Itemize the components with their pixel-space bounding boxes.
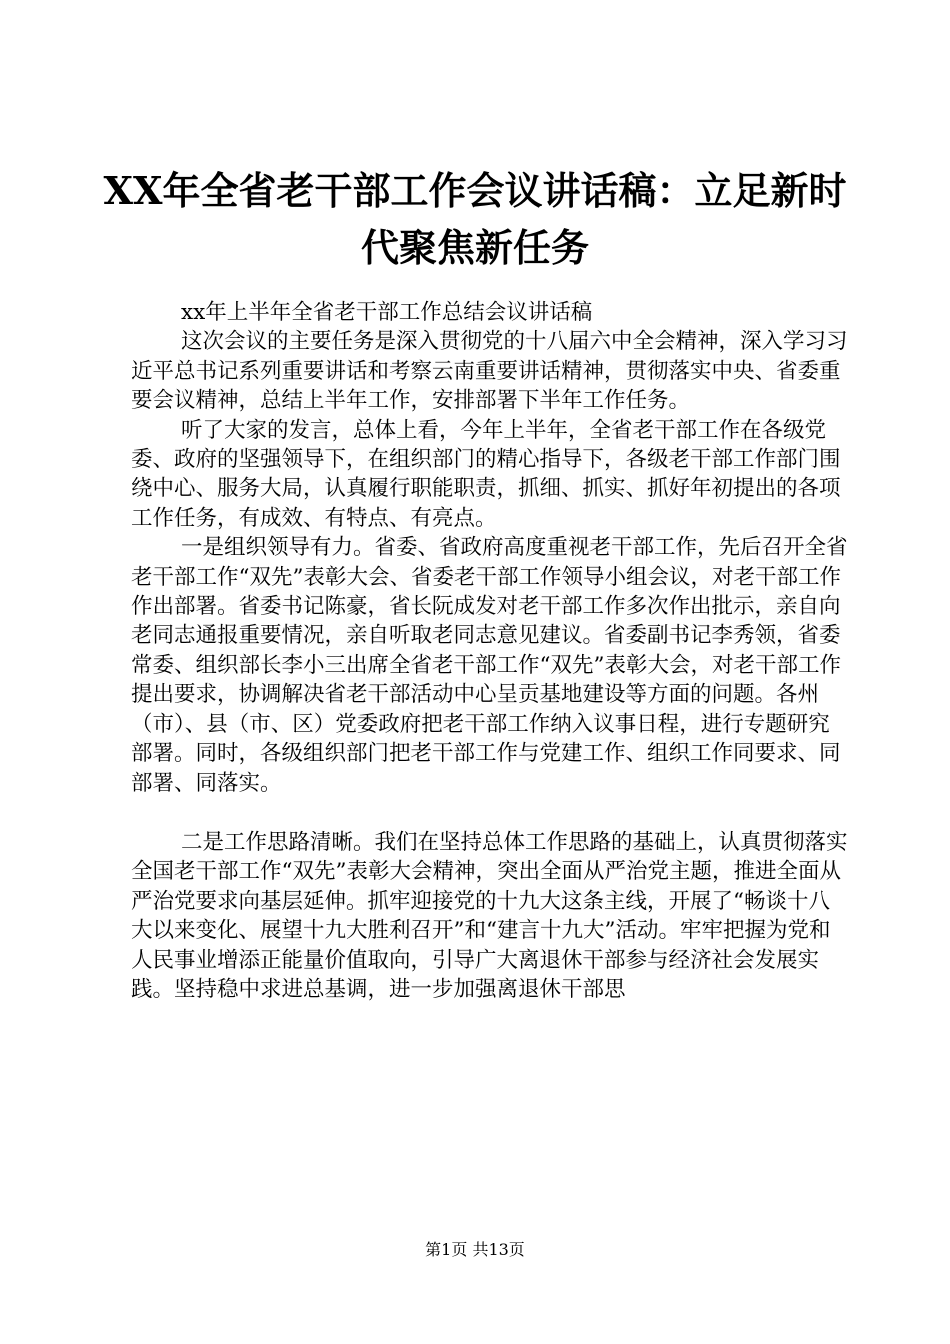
page-number-footer: 第1页 共13页	[425, 1240, 525, 1259]
document-title-line-1: XX年全省老干部工作会议讲话稿：立足新时	[103, 168, 847, 213]
document-body	[131, 298, 851, 1004]
paragraph-point-two: 二是工作思路清晰。我们在坚持总体工作思路的基础上，认真贯彻落实全国老干部工作“双先”表彰大会精神，突出全面从严治党主题，推进全面从严治党要求向基层延伸。抓牢迎接党的十九大这条主线，开展了“畅谈十八大以来变化、展望十九大胜利召开”和“建言十九大”活动。牢牢把握为党和人民事业增添正能量价值取向，引导广大离退休干部参与经济社会发展实践。坚持稳中求进总基调，进一步加强离退休干部思	[131, 829, 848, 1002]
paragraph-gap	[131, 798, 851, 828]
paragraph-point-one: 一是组织领导有力。省委、省政府高度重视老干部工作，先后召开全省老干部工作“双先”表彰大会、省委老干部工作领导小组会议，对老干部工作作出部署。省委书记陈豪，省长阮成发对老干部工作多次作出批示，亲自向老同志通报重要情况，亲自听取老同志意见建议。省委副书记李秀领，省委常委、组织部长李小三出席全省老干部工作“双先”表彰大会，对老干部工作提出要求，协调解决省老干部活动中心呈贡基地建设等方面的问题。各州（市）、县（市、区）党委政府把老干部工作纳入议事日程，进行专题研究部署。同时，各级组织部门把老干部工作与党建工作、组织工作同要求、同部署、同落实。	[131, 535, 848, 796]
paragraph-summary: 听了大家的发言，总体上看，今年上半年，全省老干部工作在各级党委、政府的坚强领导下，在组织部门的精心指导下，各级老干部工作部门围绕中心、服务大局，认真履行职能职责，抓细、抓实、抓好年初提出的各项工作任务，有成效、有特点、有亮点。	[131, 417, 841, 531]
document-subtitle: xx年上半年全省老干部工作总结会议讲话稿	[181, 300, 593, 325]
paragraph-intro: 这次会议的主要任务是深入贯彻党的十八届六中全会精神，深入学习习近平总书记系列重要讲话和考察云南重要讲话精神，贯彻落实中央、省委重要会议精神，总结上半年工作，安排部署下半年工作任务。	[131, 329, 848, 414]
document-title-line-2: 代聚焦新任务	[360, 225, 589, 270]
